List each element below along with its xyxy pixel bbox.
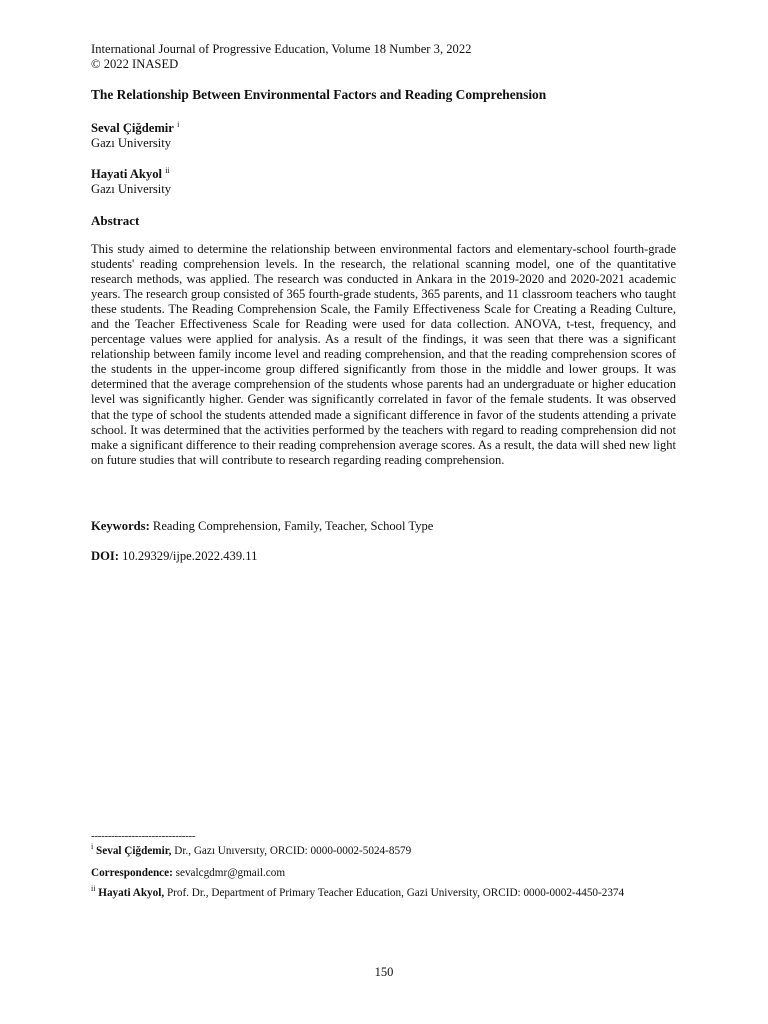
footnote-mark: i xyxy=(91,842,94,851)
footnote-mark: ii xyxy=(91,884,96,893)
keywords-value: Reading Comprehension, Family, Teacher, School Type xyxy=(152,519,434,533)
doi-line xyxy=(91,549,257,564)
author-name: Hayati Akyol xyxy=(91,167,163,181)
keywords-label: Keywords: xyxy=(91,519,150,533)
journal-header xyxy=(91,42,471,73)
paper-title: The Relationship Between Environmental Factors and Reading Comprehension xyxy=(91,87,547,102)
doi-label: DOI: xyxy=(91,549,119,563)
footnote-name: Hayati Akyol, xyxy=(98,887,165,899)
correspondence-email: sevalcgdmr@gmail.com xyxy=(175,867,286,879)
copyright-line: © 2022 INASED xyxy=(91,57,179,72)
author-block xyxy=(91,121,179,152)
author-affiliation: Gazı University xyxy=(91,182,172,197)
abstract-text: This study aimed to determine the relationship between environmental factors and elementary-school fourth-grade students' reading comprehension levels. In the research, the relational scanning model, one of the quantitative research methods, was applied. The research was conducted in Ankara in the 2019-2020 and 2020-2021 academic years. The research group consisted of 365 fourth-grade students, 365 parents, and 11 classroom teachers who taught these students. The Reading Comprehension Scale, the Family Effectiveness Scale for Creating a Reading Culture, and the Teacher Effectiveness Scale for Reading were used for data collection. ANOVA, t-test, frequency, and percentage values were applied for analysis. As a result of the findings, it was seen that there was a significant relationship between family income level and reading comprehension, and that the reading comprehension scores of the students in the upper-income group differed significantly from those in the middle and lower groups. It was determined that the average comprehension of the students whose parents had an undergraduate or higher education level was significantly higher. Gender was significantly correlated in favor of the female students. It was observed that the type of school the students attended made a significant difference in favor of the students attending a private school. It was determined that the activities performed by the teachers with regard to reading comprehension did not make a significant difference to their reading comprehension average scores. As a result, the data will shed new light on future studies that will contribute to research regarding reading comprehension. xyxy=(91,242,676,467)
footnote-author-1 xyxy=(91,844,411,859)
page-number: 150 xyxy=(374,965,394,979)
footnote-author-2 xyxy=(91,886,676,900)
author-affiliation: Gazı University xyxy=(91,136,172,151)
author-mark: ii xyxy=(165,166,170,175)
footnote-text: Dr., Gazı Unıversıty, ORCID: 0000-0002-5024-8579 xyxy=(174,845,412,857)
correspondence-label: Correspondence: xyxy=(91,867,173,879)
footnote-text: Prof. Dr., Department of Primary Teacher Education, Gazi University, ORCID: 0000-0002-4450-2374 xyxy=(166,887,625,899)
abstract-heading: Abstract xyxy=(91,213,140,228)
keywords-line xyxy=(91,519,433,534)
author-mark: i xyxy=(177,120,180,129)
footnote-name: Seval Çiğdemir, xyxy=(96,845,172,857)
doi-value: 10.29329/ijpe.2022.439.11 xyxy=(122,549,258,563)
footnote-separator: ------------------------------- xyxy=(91,830,196,842)
footnote-correspondence xyxy=(91,866,285,881)
journal-citation: International Journal of Progressive Education, Volume 18 Number 3, 2022 xyxy=(91,42,472,56)
author-name: Seval Çiğdemir xyxy=(91,121,174,135)
author-block xyxy=(91,167,171,198)
